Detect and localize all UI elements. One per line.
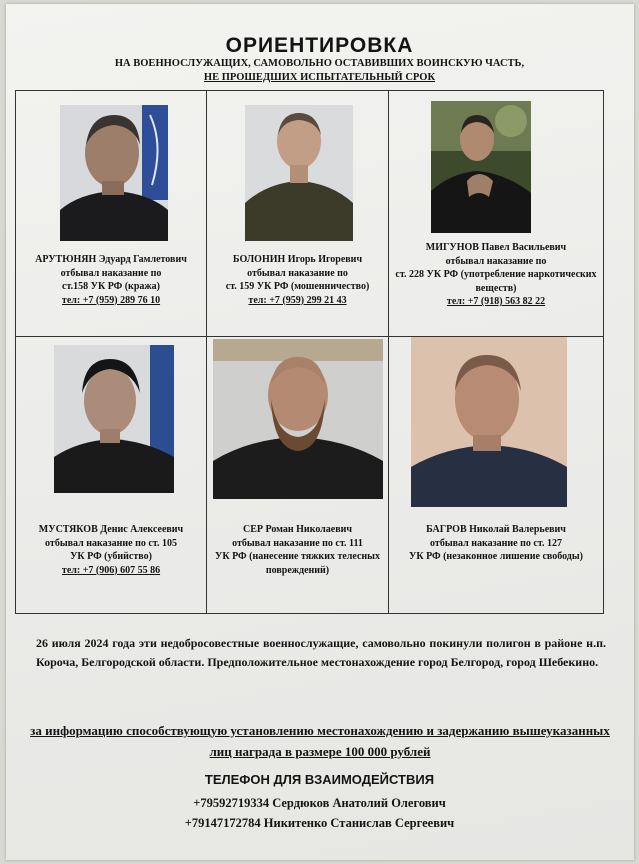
contact-line-1: +79592719334 Сердюков Анатолий Олегович (193, 796, 446, 810)
person-photo-4 (54, 345, 174, 493)
person-phone: тел: +7 (959) 299 21 43 (248, 294, 347, 306)
person-sentence: отбывал наказание по ст. 127 (430, 537, 562, 549)
subtitle-line-2: НЕ ПРОШЕДШИХ ИСПЫТАТЕЛЬНЫЙ СРОК (203, 72, 436, 83)
person-caption-3 (393, 241, 599, 309)
incident-description: 26 июля 2024 года эти недобросовестные военнослужащие, самовольно покинули полигон в районе н.п. Короча, Белгородской области. Предположительное местонахождение город Белгород, город Шебекино. (36, 636, 606, 669)
person-photo-3 (431, 101, 531, 233)
person-article: ст. 228 УК РФ (употребление наркотических веществ) (395, 269, 597, 294)
person-caption-4 (20, 523, 202, 577)
person-card-6 (389, 337, 603, 613)
wanted-grid (15, 90, 604, 614)
person-card-3 (389, 91, 603, 337)
person-name: АРУТЮНЯН Эдуард Гамлетович (35, 254, 187, 265)
person-sentence: отбывал наказание по ст. 111 (232, 537, 363, 549)
person-card-2 (207, 91, 389, 337)
person-name: МУСТЯКОВ Денис Алексеевич (38, 524, 184, 535)
person-name: МИГУНОВ Павел Васильевич (425, 242, 567, 253)
person-caption-2 (211, 253, 384, 307)
person-name: БАГРОВ Николай Валерьевич (426, 524, 566, 535)
person-article: ст.158 УК РФ (кража) (62, 281, 160, 292)
person-photo-2 (245, 105, 353, 241)
person-phone: тел: +7 (906) 607 55 86 (61, 564, 161, 576)
person-caption-5 (211, 523, 384, 577)
person-article: ст. 159 УК РФ (мошенничество) (225, 281, 370, 292)
reward-notice: за информацию способствующую установлению местонахождению и задержанию вышеуказанных лиц награда в размере 100 000 рублей (30, 723, 610, 759)
person-photo-1 (60, 105, 168, 241)
person-phone: тел: +7 (918) 563 82 22 (446, 296, 546, 307)
person-sentence: отбывал наказание по (445, 255, 547, 267)
person-caption-6 (393, 523, 599, 564)
subtitle-line-1: НА ВОЕННОСЛУЖАЩИХ, САМОВОЛЬНО ОСТАВИВШИХ ВОИНСКУЮ ЧАСТЬ, (114, 58, 525, 69)
contact-line-2: +79147172784 Никитенко Станислав Сергеевич (184, 816, 455, 830)
poster-title: ОРИЕНТИРОВКА (225, 34, 414, 57)
person-article: УК РФ (нанесение тяжких телесных повреждений) (215, 551, 380, 576)
person-sentence: отбывал наказание по (60, 267, 162, 279)
person-caption-1 (20, 253, 202, 307)
person-sentence: отбывал наказание по (247, 267, 348, 279)
person-article: УК РФ (незаконное лишение свободы) (408, 551, 584, 562)
person-photo-5 (213, 339, 383, 499)
person-card-5 (207, 337, 389, 613)
person-name: БОЛОНИН Игорь Игоревич (232, 254, 363, 265)
poster-subtitle (0, 57, 639, 85)
person-phone: тел: +7 (959) 289 76 10 (61, 294, 161, 306)
person-sentence: отбывал наказание по ст. 105 (45, 537, 177, 549)
person-article: УК РФ (убийство) (70, 551, 152, 562)
contact-heading: ТЕЛЕФОН ДЛЯ ВЗАИМОДЕЙСТВИЯ (204, 772, 435, 787)
person-photo-6 (411, 337, 567, 507)
person-name: СЕР Роман Николаевич (242, 524, 353, 535)
person-card-4 (16, 337, 207, 613)
person-card-1 (16, 91, 207, 337)
